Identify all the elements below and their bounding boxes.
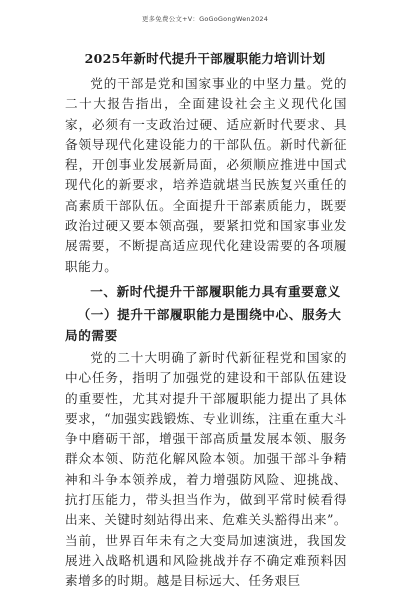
section-heading-1: 一、新时代提升干部履职能力具有重要意义 bbox=[90, 283, 341, 299]
document-title: 2025年新时代提升干部履职能力培训计划 bbox=[84, 51, 326, 66]
watermark-text: 更多免费公文+V：GoGoGongWen2024 bbox=[141, 15, 269, 23]
paragraph-intro: 党的干部是党和国家事业的中坚力量。党的二十大报告指出，全面建设社会主义现代化国家，必须有一支政治过硬、适应新时代要求、具备领导现代化建设能力的干部队伍。新时代新征程，开创事业发展新局面，必须顺应推进中国式现代化的新要求，培养造就堪当民族复兴重任的高素质干部队伍。全面提升干部素质能力，既要政治过硬又要本领高强，要紧扣党和国家事业发展需要，不断提高适应现代化建设需要的各项履职能力。 bbox=[65, 76, 347, 274]
subsection-heading-1-1: （一）提升干部履职能力是围绕中心、服务大局的需要 bbox=[65, 306, 342, 343]
paragraph-subsection-1-1: 党的二十大明确了新时代新征程党和国家的中心任务，指明了加强党的建设和干部队伍建设的重要性，尤其对提升干部履职能力提出了具体要求，“加强实践锻炼、专业训练，注重在重大斗争中磨砺干部，增强干部高质量发展本领、服务群众本领、防范化解风险本领。加强干部斗争精神和斗争本领养成，着力增强防风险、迎挑战、抗打压能力，带头担当作为，做到平常时候看得出来、关键时刻站得出来、危难关头豁得出来”。当前，世界百年未有之大变局加速演进，我国发展进入战略机遇和风险挑战并存不确定难预料因素增多的时期。越是目标远大、任务艰巨 bbox=[65, 349, 347, 589]
document-body bbox=[65, 74, 347, 592]
